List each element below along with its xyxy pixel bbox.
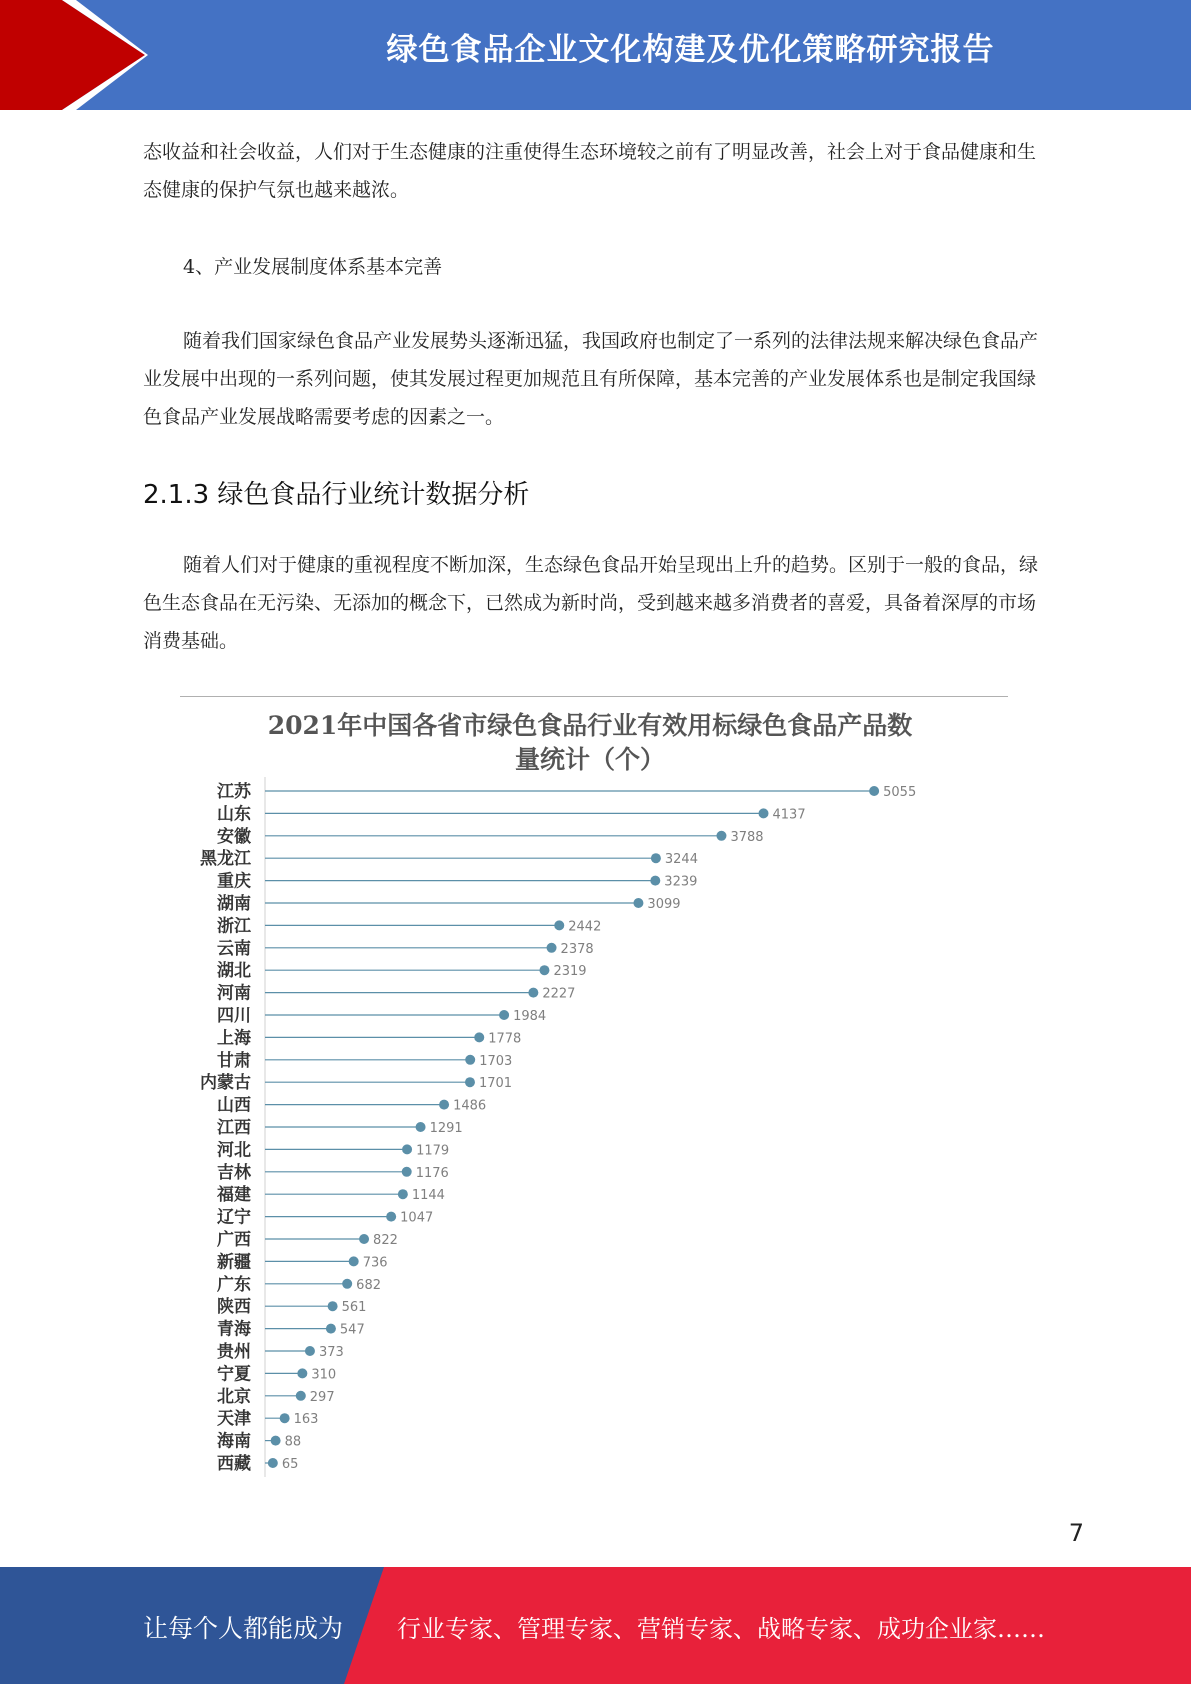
data-label: 1179 [416,1143,450,1159]
lollipop-point [869,786,879,796]
data-label: 547 [339,1322,365,1338]
section-heading: 2.1.3 绿色食品行业统计数据分析 [143,480,530,510]
page-number: 7 [1068,1519,1084,1547]
data-label: 3788 [730,829,764,845]
data-label: 1984 [513,1009,547,1024]
category-label: 广东 [217,1274,251,1295]
page-header [0,0,1191,110]
lollipop-point [386,1212,396,1222]
lollipop-point [554,920,564,930]
lollipop-point [439,1100,449,1110]
paragraph-market: 随着人们对于健康的重视程度不断加深，生态绿色食品开始呈现出上升的趋势。区别于一般的食品，绿色生态食品在无污染、无添加的概念下，已然成为新时尚，受到越来越多消费者的喜爱，具备着深厚的市场消费基础。 [143,554,1039,652]
category-label: 海南 [217,1431,251,1452]
category-label: 甘肃 [217,1050,251,1071]
lollipop-point [297,1368,307,1378]
lollipop-point [359,1234,369,1244]
category-label: 河南 [217,983,251,1004]
lollipop-point [326,1324,336,1334]
lollipop-point [305,1346,315,1356]
header-arrow-decoration [0,0,260,110]
lollipop-point [271,1436,281,1446]
data-label: 65 [281,1457,299,1472]
lollipop-point [499,1010,509,1020]
data-label: 297 [309,1389,335,1405]
paragraph-regulation: 随着我们国家绿色食品产业发展势头逐渐迅猛，我国政府也制定了一系列的法律法规来解决绿色食品产业发展中出现的一系列问题，使其发展过程更加规范且有所保障，基本完善的产业发展体系也是制定我国绿色食品产业发展战略需要考虑的因素之一。 [143,330,1039,428]
chart-plot-area [180,695,1010,1480]
lollipop-point [547,943,557,953]
data-label: 2378 [560,941,594,957]
category-label: 四川 [217,1006,251,1026]
data-label: 1291 [429,1121,463,1136]
paragraph-continuation: 态收益和社会收益，人们对于生态健康的注重使得生态环境较之前有了明显改善，社会上对于食品健康和生态健康的保护气氛也越来越浓。 [143,141,1037,201]
category-label: 湖北 [217,961,251,982]
lollipop-point [349,1256,359,1266]
category-label: 天津 [217,1409,251,1430]
data-label: 3099 [647,897,681,912]
data-label: 2227 [542,986,576,1002]
lollipop-point [280,1413,290,1423]
category-label: 辽宁 [217,1207,251,1228]
page-footer [0,1567,1191,1684]
category-label: 湖南 [217,894,251,914]
data-label: 1144 [411,1188,445,1204]
data-label: 373 [318,1345,344,1360]
data-label: 1486 [453,1098,487,1114]
data-label: 1778 [488,1031,522,1047]
data-label: 2442 [568,919,602,935]
category-label: 内蒙古 [200,1073,251,1094]
category-label: 黑龙江 [200,849,251,870]
lollipop-point [402,1144,412,1154]
lollipop-point [402,1167,412,1177]
lollipop-point [759,808,769,818]
data-label: 4137 [772,807,806,823]
category-label: 贵州 [217,1342,251,1362]
lollipop-point [528,988,538,998]
data-label: 1047 [400,1210,434,1226]
lollipop-point [328,1301,338,1311]
data-label: 561 [341,1300,367,1316]
category-label: 云南 [217,938,251,959]
category-label: 江苏 [217,782,251,802]
data-label: 163 [293,1412,319,1428]
category-label: 河北 [217,1140,251,1161]
lollipop-point [633,898,643,908]
lollipop-point [539,965,549,975]
data-label: 3239 [664,874,698,890]
data-label: 736 [362,1255,388,1271]
category-label: 吉林 [217,1162,251,1183]
data-label: 1176 [415,1165,449,1181]
category-label: 广西 [217,1230,251,1250]
lollipop-point [465,1055,475,1065]
lollipop-point [650,876,660,886]
lollipop-point [465,1077,475,1087]
category-label: 青海 [217,1319,251,1340]
lollipop-point [398,1189,408,1199]
chart-title-line-2: 量统计（个） [514,745,665,774]
data-label: 5055 [883,785,917,800]
footer-slogan-left: 让每个人都能成为 [143,1614,344,1643]
data-label: 822 [373,1233,398,1248]
category-label: 陕西 [217,1297,251,1318]
category-label: 西藏 [217,1454,251,1474]
category-label: 宁夏 [217,1364,251,1385]
category-label: 山东 [217,804,251,825]
lollipop-point [474,1032,484,1042]
category-label: 重庆 [217,871,251,892]
data-label: 88 [284,1434,302,1450]
category-label: 上海 [217,1028,251,1049]
category-label: 安徽 [217,826,251,847]
category-label: 浙江 [217,916,251,937]
footer-slogan-right: 行业专家、管理专家、营销专家、战略专家、成功企业家…… [397,1615,1045,1643]
category-label: 新疆 [217,1252,251,1273]
lollipop-point [651,853,661,863]
data-label: 1703 [479,1053,513,1069]
data-label: 310 [311,1367,337,1383]
lollipop-point [416,1122,426,1132]
category-label: 江西 [217,1118,251,1138]
lollipop-point [268,1458,278,1468]
data-label: 3244 [664,852,698,868]
data-label: 682 [356,1277,382,1293]
report-title: 绿色食品企业文化构建及优化策略研究报告 [386,32,995,68]
lollipop-point [716,831,726,841]
lollipop-chart [180,695,1010,1480]
category-label: 福建 [217,1185,251,1206]
category-label: 山西 [217,1095,251,1116]
chart-title-line-1: 2021年中国各省市绿色食品行业有效用标绿色食品产品数 [267,711,913,740]
subheading-industry-system: 4、产业发展制度体系基本完善 [183,256,443,278]
data-label: 1701 [478,1076,513,1092]
lollipop-point [342,1279,352,1289]
lollipop-point [296,1391,306,1401]
category-label: 北京 [217,1386,251,1407]
data-label: 2319 [553,964,587,980]
